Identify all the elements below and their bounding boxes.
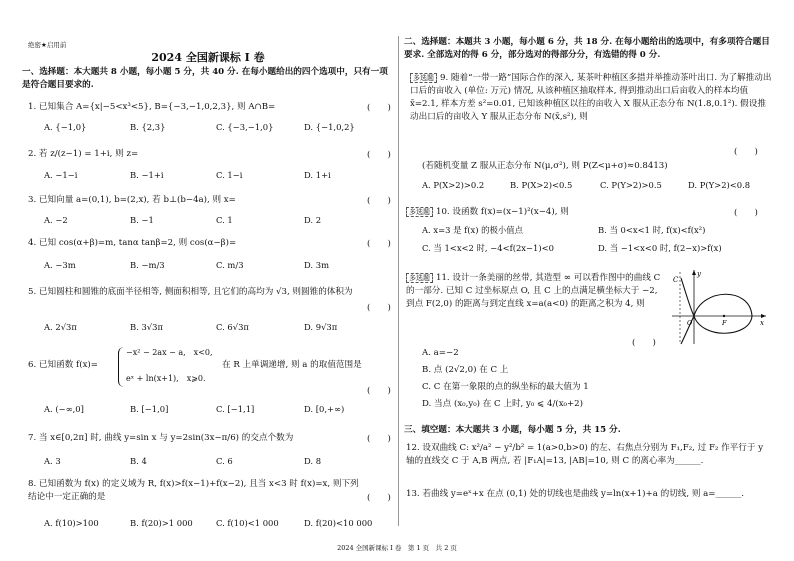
q6-answer-paren: ( ): [367, 386, 391, 396]
q10-options-row1: [422, 224, 768, 236]
focus-label: F: [722, 319, 727, 327]
q5-answer-paren: ( ): [367, 303, 391, 313]
q10-option-b[interactable]: B. 当 0<x<1 时, f(x)<f(x²): [598, 225, 706, 235]
q11-option-d[interactable]: D. 当点 (x₀,y₀) 在 C 上时, y₀ ⩽ 4/(x₀+2): [422, 399, 584, 409]
q4-option-c[interactable]: C. m/3: [216, 260, 244, 270]
q6-option-a[interactable]: A. (−∞,0]: [44, 404, 84, 414]
q9-answer-paren: ( ): [734, 147, 758, 157]
y-axis-label: y: [697, 270, 701, 278]
q2-options: [44, 170, 384, 180]
q11-option-a[interactable]: A. a=−2: [422, 348, 459, 358]
q11-stem: [406, 272, 668, 311]
q6-option-c[interactable]: C. [−1,1]: [216, 404, 255, 414]
q1-answer-paren: ( ): [367, 103, 391, 113]
q7-option-c[interactable]: C. 6: [216, 456, 233, 466]
q10-option-c[interactable]: C. 当 1<x<2 时, −4<f(2x−1)<0: [422, 243, 554, 253]
q4-answer-paren: ( ): [367, 239, 391, 249]
q6-stem-b: 在 R 上单调递增, 则 a 的取值范围是: [222, 360, 362, 370]
q9-option-d[interactable]: D. P(Y>2)<0.8: [688, 180, 751, 190]
q6-brace: [118, 347, 125, 387]
q8-option-b[interactable]: B. f(20)>1 000: [130, 518, 193, 528]
q6-options: [44, 404, 384, 414]
q4-option-d[interactable]: D. 3m: [304, 260, 330, 270]
q5-option-d[interactable]: D. 9√3π: [304, 322, 338, 332]
q8-option-d[interactable]: D. f(20)<10 000: [304, 518, 373, 528]
secret-label: 绝密★启用前: [28, 41, 67, 49]
origin-label: O: [687, 319, 693, 327]
section-3-heading: 三、填空题：本大题共 3 小题，每小题 5 分，共 15 分.: [404, 425, 621, 435]
q8-options: [44, 518, 384, 528]
q7-answer-paren: ( ): [367, 434, 391, 444]
q5-option-c[interactable]: C. 6√3π: [216, 322, 249, 332]
q8-answer-paren: ( ): [367, 493, 391, 503]
q2-option-c[interactable]: C. 1−i: [216, 170, 243, 180]
curve-label: C: [673, 276, 679, 284]
x-axis-arrow-icon: [761, 314, 766, 318]
q11-answer-paren: ( ): [632, 338, 656, 348]
y-axis-arrow-icon: [692, 270, 696, 275]
section-1-heading: 一、选择题：本大题共 8 小题，每小题 5 分，共 40 分. 在每小题给出的四个选项中，只有一项是符合题目要求的.: [22, 67, 388, 90]
q9-option-a[interactable]: A. P(X>2)>0.2: [422, 180, 485, 190]
q9-option-b[interactable]: B. P(X>2)<0.5: [510, 180, 573, 190]
q3-option-c[interactable]: C. 1: [216, 215, 233, 225]
q3-answer-paren: ( ): [367, 196, 391, 206]
page-footer: 2024 全国新课标 I 卷 第 1 页 共 2 页: [337, 544, 457, 552]
q5-stem: 5. 已知圆柱和圆锥的底面半径相等, 侧面积相等, 且它们的高均为 √3, 则圆锥的体积为: [28, 287, 353, 297]
q11-stem-text: 11. 设计一条美丽的丝带, 其造型 ∞ 可以看作图中的曲线 C 的一部分. 已知 C 过坐标原点 O, 且 C 上的点满足横坐标大于 −2, 到点 F(2,0) 的距离与到定直线 x=a(a<0) 的距离之积为 4, 则: [406, 273, 661, 309]
q3-options: [44, 215, 384, 225]
q4-option-b[interactable]: B. −m/3: [130, 260, 165, 270]
q2-option-b[interactable]: B. −1+i: [130, 170, 164, 180]
q4-stem: 4. 已知 cos(α+β)=m, tanα tanβ=2, 则 cos(α−β)=: [28, 238, 237, 248]
q5-options: [44, 322, 384, 332]
q5-option-a[interactable]: A. 2√3π: [44, 322, 77, 332]
q9-stem: [410, 72, 774, 124]
q1-option-c[interactable]: C. {−3,−1,0}: [216, 122, 274, 132]
section-2-heading: 二、选择题：本题共 3 小题，每小题 6 分，共 18 分. 在每小题给出的选项中，有多项符合题目要求. 全部选对的得 6 分，部分选对的得部分分，有选错的得 0 分.: [404, 37, 770, 60]
q7-options: [44, 456, 384, 466]
q3-stem: 3. 已知向量 a=(0,1), b=(2,x), 若 b⊥(b−4a), 则 x=: [28, 195, 236, 205]
q8-stem: 8. 已知函数为 f(x) 的定义域为 R, f(x)>f(x−1)+f(x−2), 且当 x<3 时 f(x)=x, 则下列结论中一定正确的是: [28, 479, 359, 502]
q1-options: [44, 122, 384, 132]
q1-option-d[interactable]: D. {−1,0,2}: [304, 122, 355, 132]
q4-option-a[interactable]: A. −3m: [44, 260, 76, 270]
q3-option-d[interactable]: D. 2: [304, 215, 322, 225]
q10-multi-choice-tag: 多选题: [406, 207, 433, 217]
q9-note: (若随机变量 Z 服从正态分布 N(μ,σ²), 则 P(Z<μ+σ)≈0.8413): [422, 161, 668, 171]
q4-options: [44, 260, 384, 270]
q7-stem: 7. 当 x∈[0,2π] 时, 曲线 y=sin x 与 y=2sin(3x−π/6) 的交点个数为: [28, 433, 294, 443]
q6-case-1: −x² − 2ax − a, x<0,: [126, 348, 213, 357]
q10-stem: [406, 206, 726, 219]
q13-stem: 13. 若曲线 y=eˣ+x 在点 (0,1) 处的切线也是曲线 y=ln(x+1)+a 的切线, 则 a=______.: [406, 489, 745, 499]
q2-option-d[interactable]: D. 1+i: [304, 170, 331, 180]
q11-multi-choice-tag: 多选题: [406, 273, 433, 283]
q1-stem: 1. 已知集合 A={x|−5<x³<5}, B={−3,−1,0,2,3}, 则 A∩B=: [28, 102, 276, 112]
q3-option-a[interactable]: A. −2: [44, 215, 68, 225]
q10-stem-text: 10. 设函数 f(x)=(x−1)²(x−4), 则: [436, 207, 569, 217]
q2-answer-paren: ( ): [367, 150, 391, 160]
q5-option-b[interactable]: B. 3√3π: [130, 322, 163, 332]
page-title: 2024 全国新课标 I 卷: [151, 51, 265, 64]
q8-option-a[interactable]: A. f(10)>100: [44, 518, 99, 528]
q9-options: [422, 180, 772, 190]
q12-stem: 12. 设双曲线 C: x²/a² − y²/b² = 1(a>0,b>0) 的左、右焦点分别为 F₁,F₂, 过 F₂ 作平行于 y 轴的直线交 C 于 A,B 两点, 若 |F₁A|=13, |AB|=10, 则 C 的离心率为______.: [406, 443, 764, 466]
q9-option-c[interactable]: C. P(Y>2)>0.5: [600, 180, 662, 190]
q6-stem-a: 6. 已知函数 f(x)=: [28, 360, 98, 370]
q11-option-b[interactable]: B. 点 (2√2,0) 在 C 上: [422, 365, 509, 375]
q10-option-d[interactable]: D. 当 −1<x<0 时, f(2−x)>f(x): [598, 243, 722, 253]
q7-option-d[interactable]: D. 8: [304, 456, 322, 466]
q10-options-row2: [422, 242, 768, 254]
q10-answer-paren: ( ): [734, 208, 758, 218]
q1-option-a[interactable]: A. {−1,0}: [44, 122, 87, 132]
column-divider: [398, 36, 399, 526]
q6-case-2: eˣ + ln(x+1), x⩾0.: [126, 374, 206, 383]
q8-option-c[interactable]: C. f(10)<1 000: [216, 518, 279, 528]
q11-curve-figure: [672, 268, 768, 346]
q6-option-b[interactable]: B. [−1,0]: [130, 404, 169, 414]
q7-option-b[interactable]: B. 4: [130, 456, 147, 466]
q7-option-a[interactable]: A. 3: [44, 456, 61, 466]
q11-option-c[interactable]: C. C 在第一象限的点的纵坐标的最大值为 1: [422, 382, 589, 392]
q9-stem-text: 9. 随着“一带一路”国际合作的深入, 某茶叶种植区多措并举推动茶叶出口. 为了解推动出口后的亩收入 (单位: 万元) 情况, 从该种植区抽取样本, 得到推动出口后亩收入的样本均值 x̄=2.1, 样本方差 s²=0.01, 已知该种植区以往的亩收入 X 服从正态分布 N(1.8,0.1²). 假设推动出口后的亩收入 Y 服从正态分布 N(x̄,s²), 则: [410, 73, 772, 122]
q6-option-d[interactable]: D. [0,+∞): [304, 404, 345, 414]
x-axis-label: x: [760, 319, 764, 327]
q2-stem: 2. 若 z/(z−1) = 1+i, 则 z=: [28, 149, 139, 159]
q2-option-a[interactable]: A. −1−i: [44, 170, 78, 180]
q3-option-b[interactable]: B. −1: [130, 215, 154, 225]
q1-option-b[interactable]: B. {2,3}: [130, 122, 166, 132]
q10-option-a[interactable]: A. x=3 是 f(x) 的极小值点: [422, 225, 524, 235]
q9-multi-choice-tag: 多选题: [410, 73, 437, 83]
focus-point: [723, 315, 725, 317]
